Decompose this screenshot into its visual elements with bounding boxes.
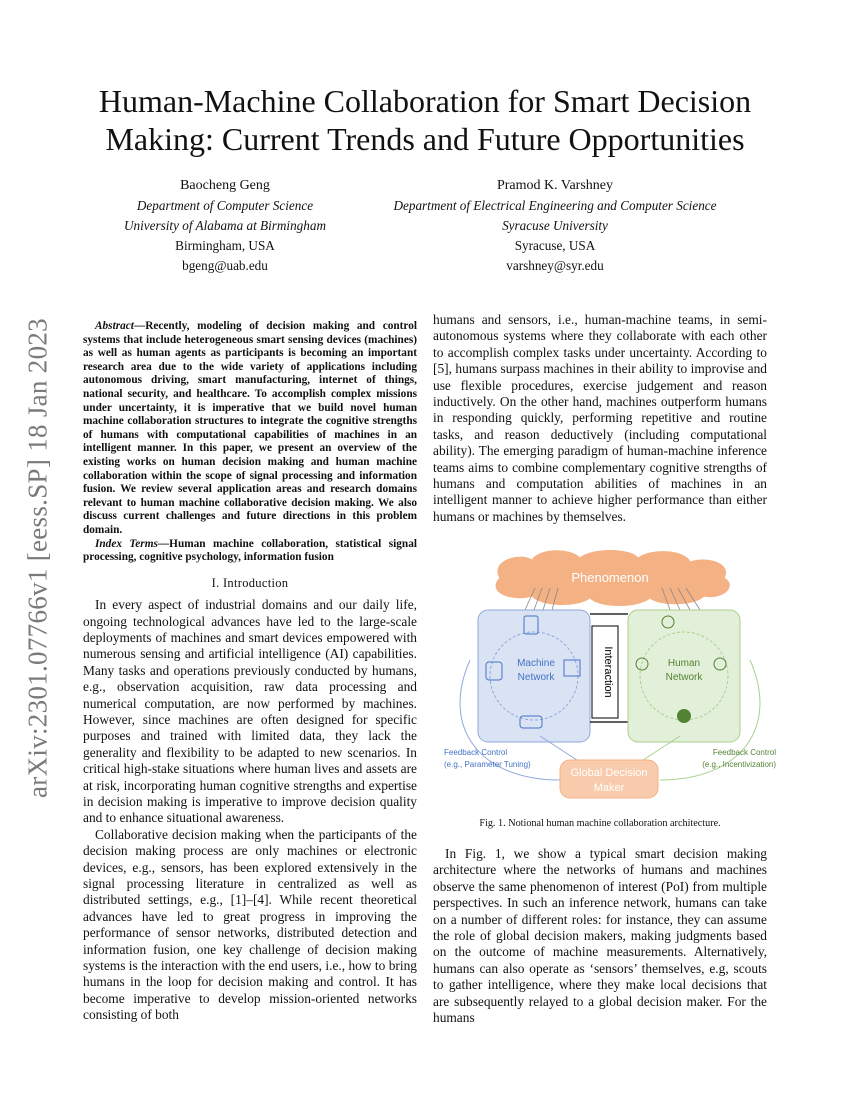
intro-paragraph-1: In every aspect of industrial domains and our daily life, ongoing technological advances have led to the large-scale deployments of machines and smart devices empowered with numerous sensing and artificial intelligence (AI) capabilities. Many tasks and operations previously conducted by humans, e.g., observation acquisition, raw data processing and numerical computation, are now performed by machines. However, since machines are often designed for specific purposes and trained with limited data, they lack the generality and flexibility to be adapted to new scenarios. In critical high-stake situations where human lives and assets are at risk, incorporating human cognitive strengths and expertise in decision making is imperative to improve decision quality and to enhance situational awareness.: [83, 597, 417, 826]
right-paragraph-2: In Fig. 1, we show a typical smart decision making architecture where the networks of humans and machines observe the same phenomenon of interest (PoI) from multiple perspectives. In such an inference network, humans can take on a number of different roles: for instance, they can assume the role of global decision makers, making judgments based on the outcome of machine measurements. Alternatively, humans can also operate as ‘sensors’ themselves, e.g, scouts to gather intelligence, where they make local decisions that are subsequently relayed to a global decision maker. For the humans: [433, 846, 767, 1026]
title-line-2: Making: Current Trends and Future Opportunities: [105, 121, 745, 157]
author-name: Baocheng Geng: [180, 178, 270, 193]
feedback-left-label-1: Feedback Control: [444, 748, 508, 757]
author-email: varshney@syr.edu: [506, 258, 604, 273]
author-city: Birmingham, USA: [175, 238, 275, 253]
machine-network-label-1: Machine: [517, 658, 555, 669]
human-network-label-1: Human: [667, 658, 701, 669]
gdm-label-2: Maker: [593, 782, 625, 794]
author-email: bgeng@uab.edu: [182, 258, 268, 273]
paper-title: [60, 82, 790, 158]
author-univ: Syracuse University: [502, 218, 608, 233]
right-paragraph-1: humans and sensors, i.e., human-machine teams, in semi-autonomous systems where they collaborate with each other to accomplish complex tasks under uncertainty. According to [5], humans surpass machines in their ability to improvise and use flexible procedures, exercise judgement and reason inductively. On the other hand, machines outperform humans in responding quickly, performing repetitive and routine tasks, and reason deductively (including computational ability). The emerging paradigm of human-machine inference teams aims to combine complementary cognitive strengths of humans and computation abilities of machines in an intelligent manner to achieve higher performance than either humans or machines by themselves.: [433, 312, 767, 524]
author-dept: Department of Electrical Engineering and Computer Science: [393, 198, 717, 213]
abstract-label: Abstract: [95, 320, 134, 332]
phenomenon-label: Phenomenon: [571, 570, 649, 585]
abstract-text: —Recently, modeling of decision making and control systems that include heterogeneous smart sensing devices (machines) as well as human agents as participants is becoming an important research area due to the wide variety of applications including autonomous driving, smart manufacturing, internet of things, national security, and healthcare. To accomplish complex missions under uncertainty, it is imperative that we build novel human machine collaboration structures to integrate the cognitive strengths of humans with computational capabilities of machines in an intelligent manner. In this paper, we present an overview of the existing works on human decision making and human machine collaboration within the scope of signal processing and information fusion. We review several application areas and research domains relevant to human machine collaborative decision making. We also discuss current challenges and future directions in this problem domain.: [83, 320, 417, 536]
section-heading: I. Introduction: [211, 575, 289, 590]
gdm-label-1: Global Decision: [570, 767, 648, 779]
author-univ: University of Alabama at Birmingham: [124, 218, 326, 233]
author-name: Pramod K. Varshney: [496, 178, 613, 193]
feedback-left-label-2: (e.g., Parameter Tuning): [444, 760, 531, 769]
left-column: [83, 320, 417, 1024]
index-terms-text: —Human machine collaboration, statistical signal processing, cognitive psychology, information fusion: [83, 537, 417, 564]
title-line-1: Human-Machine Collaboration for Smart Decision: [98, 83, 752, 119]
author-city: Syracuse, USA: [514, 238, 596, 253]
human-network-label-2: Network: [665, 672, 703, 683]
figure-caption: Fig. 1. Notional human machine collaboration architecture.: [479, 818, 721, 829]
author-2: [370, 176, 740, 276]
abstract: [83, 320, 417, 538]
arxiv-stamp: arXiv:2301.07766v1 [eess.SP] 18 Jan 2023: [22, 318, 53, 798]
right-column-lower: [433, 846, 767, 1026]
arxiv-stamp-container: [18, 298, 58, 818]
machine-network-label-2: Network: [517, 672, 555, 683]
index-terms: [83, 538, 417, 565]
figure-1: [440, 548, 780, 804]
author-dept: Department of Computer Science: [136, 198, 314, 213]
feedback-right-label-1: Feedback Control: [712, 748, 776, 757]
author-1: [100, 176, 350, 276]
right-column: [433, 312, 767, 525]
interaction-label: Interaction: [602, 646, 614, 698]
feedback-right-label-2: (e.g., Incentivization): [702, 760, 776, 769]
intro-paragraph-2: Collaborative decision making when the participants of the decision making process are only machines or electronic devices, e.g., sensors, has been explored extensively in the signal processing literature in centralized as well as distributed settings, e.g., [1]–[4]. While recent theoretical advances have led to great progress in improving the performance of sensor networks, distributed detection and information fusion, one key challenge of decision making systems is the interaction with the end users, i.e., how to bring humans in the loop for decision making and control. It has become imperative to develop mission-oriented networks consisting of both: [83, 826, 417, 1023]
analyst-icon: [677, 709, 691, 723]
index-terms-label: Index Terms: [95, 537, 158, 550]
